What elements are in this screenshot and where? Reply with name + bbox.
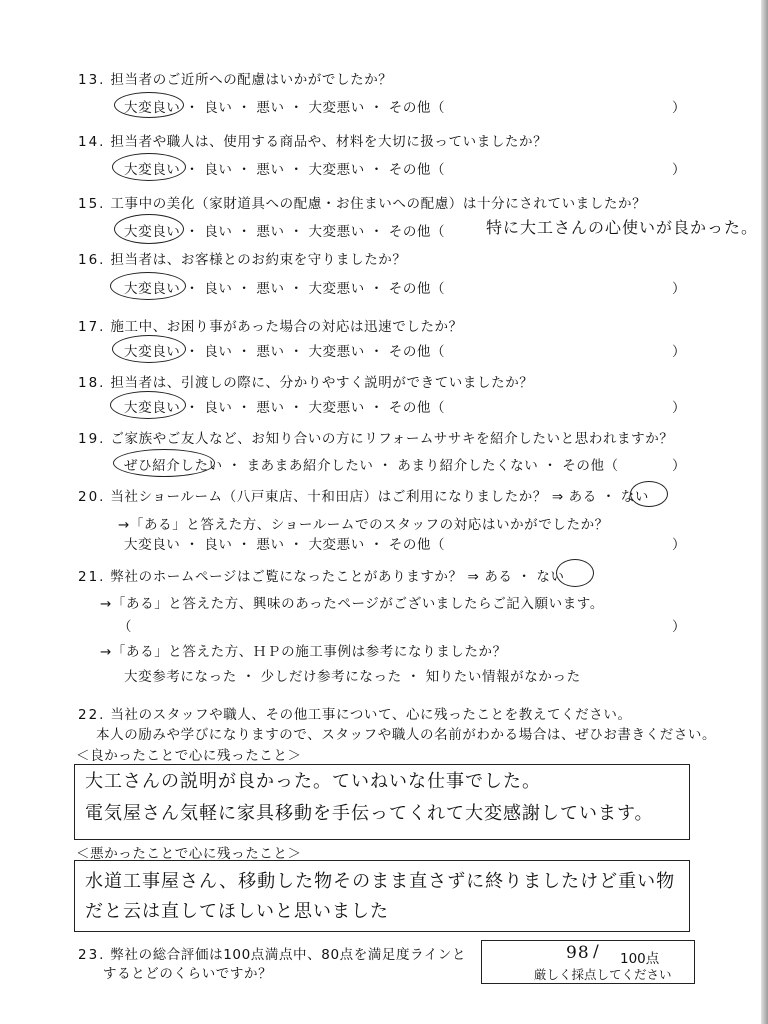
question-15 — [78, 192, 646, 212]
good-label: ＜良かったことで心に残ったこと＞ — [76, 748, 302, 764]
bad-label: ＜悪かったことで心に残ったこと＞ — [76, 846, 302, 862]
selection-circle — [114, 214, 184, 244]
question-text: 弊社のホームページはご覧になったことがありますか？ ⇒ ある ・ ない — [110, 569, 565, 585]
question-text: 当社のスタッフや職人、その他工事について、心に残ったことを教えてください。 — [110, 707, 632, 723]
selection-circle — [630, 481, 668, 507]
options-15: 大変良い ・ 良い ・ 悪い ・ 大変悪い ・ その他（ — [124, 224, 446, 240]
selection-circle — [112, 153, 186, 181]
question-21 — [78, 565, 565, 585]
paren-open: （ — [118, 619, 133, 635]
options-17: 大変良い ・ 良い ・ 悪い ・ 大変悪い ・ その他（ — [124, 344, 446, 360]
question-number: 16. — [78, 252, 106, 268]
bad-comment-line-1: 水道工事屋さん、移動した物そのまま直さずに終りましたけど重い物 — [85, 871, 676, 892]
close-paren: ） — [672, 458, 686, 474]
q20-follow-up: →「ある」と答えた方、ショールームでのスタッフの対応はいかがでしたか？ — [118, 517, 609, 533]
question-22 — [78, 703, 632, 723]
question-23 — [78, 943, 466, 963]
question-number: 18. — [78, 375, 106, 391]
good-comment-line-2: 電気屋さん気軽に家具移動を手伝ってくれて大変感謝しています。 — [85, 803, 654, 824]
options-21: 大変参考になった ・ 少しだけ参考になった ・ 知りたい情報がなかった — [124, 669, 581, 685]
question-number: 19. — [78, 431, 106, 447]
close-paren: ） — [672, 344, 686, 360]
score-note: 厳しく採点してください — [534, 967, 672, 982]
question-number: 14. — [78, 134, 106, 150]
close-paren: ） — [672, 281, 686, 297]
options-16: 大変良い ・ 良い ・ 悪い ・ 大変悪い ・ その他（ — [124, 281, 446, 297]
question-16 — [78, 248, 407, 268]
question-text: 当社ショールーム（八戸東店、十和田店）はご利用になりましたか？ ⇒ ある ・ ない — [110, 489, 649, 505]
question-19 — [78, 427, 673, 447]
close-paren: ） — [672, 100, 686, 116]
question-text: ご家族やご友人など、お知り合いの方にリフォームササキを紹介したいと思われますか？ — [110, 431, 674, 447]
selection-circle — [110, 391, 186, 419]
selection-circle — [112, 335, 186, 363]
question-number: 22. — [78, 707, 106, 723]
selection-circle — [113, 449, 215, 477]
question-14 — [78, 130, 547, 150]
options-18: 大変良い ・ 良い ・ 悪い ・ 大変悪い ・ その他（ — [124, 400, 446, 416]
question-number: 13. — [78, 72, 106, 88]
good-comment-box — [74, 764, 690, 840]
q21-follow-up-2: →「ある」と答えた方、ＨＰの施工事例は参考になりましたか？ — [100, 644, 507, 660]
score-box — [481, 940, 695, 984]
question-text: 弊社の総合評価は100点満点中、80点を満足度ラインと — [110, 947, 467, 963]
question-number: 23. — [78, 947, 106, 963]
close-paren: ） — [672, 162, 686, 178]
question-text: 担当者は、お客様とのお約束を守りましたか？ — [110, 252, 407, 268]
question-text: 担当者や職人は、使用する商品や、材料を大切に扱っていましたか？ — [110, 134, 548, 150]
bad-comment-box — [74, 860, 690, 932]
q23-text-2: するとどのくらいですか？ — [103, 966, 273, 982]
options-13: 大変良い ・ 良い ・ 悪い ・ 大変悪い ・ その他（ — [124, 100, 446, 116]
bad-comment-line-2: だと云は直してほしいと思いました — [85, 901, 389, 922]
question-18 — [78, 371, 533, 391]
question-13 — [78, 68, 392, 88]
question-text: 施工中、お困り事があった場合の対応は迅速でしたか？ — [110, 319, 463, 335]
options-19: ぜひ紹介したい ・ まあまあ紹介したい ・ あまり紹介したくない ・ その他（ — [124, 458, 619, 474]
q22-text-2: 本人の励みや学びになりますので、スタッフや職人の名前がわかる場合は、ぜひお書きください。 — [96, 727, 717, 743]
close-paren: ） — [672, 400, 686, 416]
question-number: 15. — [78, 196, 106, 212]
question-number: 20. — [78, 489, 106, 505]
question-number: 21. — [78, 569, 106, 585]
score-value: 98 — [566, 943, 590, 963]
question-text: 工事中の美化（家財道具への配慮・お住まいへの配慮）は十分にされていましたか？ — [110, 196, 647, 212]
good-comment-line-1: 大工さんの説明が良かった。ていねいな仕事でした。 — [85, 771, 541, 792]
score-max: 100点 — [620, 951, 660, 967]
selection-circle — [110, 272, 186, 300]
options-20: 大変良い ・ 良い ・ 悪い ・ 大変悪い ・ その他（ — [124, 537, 446, 553]
handwritten-note: 特に大工さんの心使いが良かった。 — [486, 218, 759, 237]
selection-circle — [556, 559, 594, 587]
q21-follow-up-1: →「ある」と答えた方、興味のあったページがございましたらご記入願います。 — [100, 596, 604, 612]
question-20 — [78, 485, 649, 505]
options-14: 大変良い ・ 良い ・ 悪い ・ 大変悪い ・ その他（ — [124, 162, 446, 178]
scan-edge — [761, 0, 768, 1024]
selection-circle — [114, 92, 184, 118]
question-text: 担当者のご近所への配慮はいかがでしたか？ — [110, 72, 393, 88]
question-text: 担当者は、引渡しの際に、分かりやすく説明ができていましたか？ — [110, 375, 534, 391]
close-paren: ） — [672, 619, 686, 635]
score-slash: / — [593, 942, 600, 962]
question-number: 17. — [78, 319, 106, 335]
question-17 — [78, 315, 463, 335]
close-paren: ） — [672, 537, 686, 553]
